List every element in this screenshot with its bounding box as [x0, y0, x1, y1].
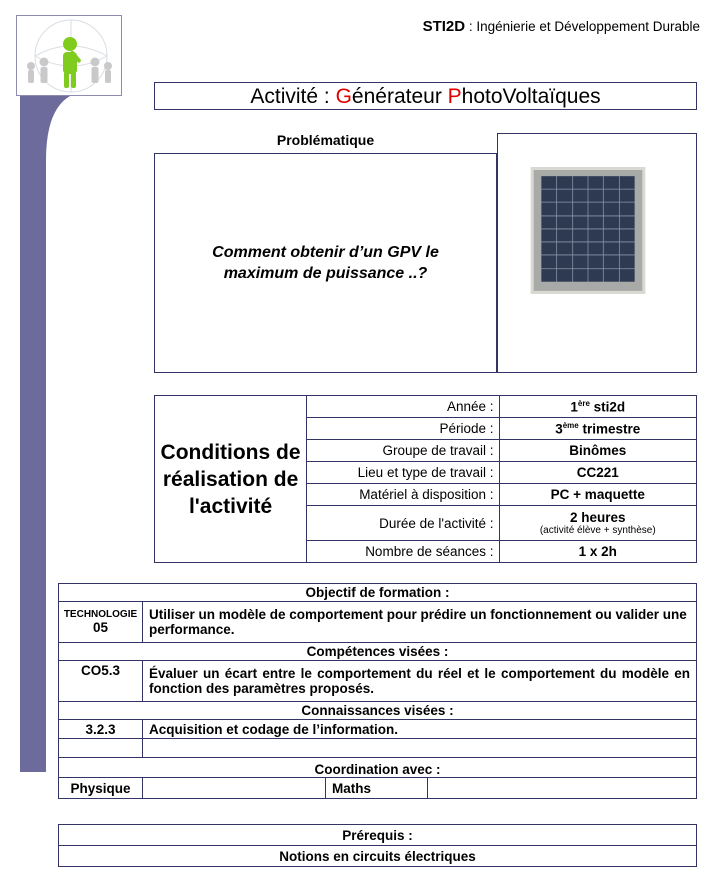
condition-label: Matériel à disposition :	[307, 484, 499, 506]
competences-heading: Compétences visées :	[59, 643, 697, 661]
table-row	[59, 778, 697, 799]
solar-panel-icon	[523, 167, 653, 297]
problematique-label: Problématique	[276, 132, 375, 148]
condition-label: Durée de l'activité :	[307, 506, 499, 541]
duration-value: 2 heures	[569, 510, 626, 525]
objectif-code-top: TECHNOLOGIE	[63, 609, 138, 620]
empty-cell	[143, 739, 697, 758]
title-word2: hotoVoltaïques	[461, 85, 601, 108]
table-row	[59, 720, 697, 739]
condition-label: Année :	[307, 396, 499, 418]
condition-value: CC221	[499, 462, 696, 484]
title-cap-p: P	[447, 85, 462, 108]
solar-panel-image	[497, 133, 697, 373]
condition-label: Groupe de travail :	[307, 440, 499, 462]
table-row	[59, 602, 697, 643]
prerequis-heading: Prérequis :	[59, 825, 697, 846]
coordination-maths: Maths	[326, 778, 428, 799]
coordination-physique: Physique	[59, 778, 143, 799]
title-word1: énérateur	[351, 85, 448, 108]
table-row	[59, 758, 697, 778]
prerequis-table	[58, 824, 697, 867]
connaissances-heading: Connaissances visées :	[59, 702, 697, 720]
condition-value: 1ère sti2d	[499, 396, 696, 418]
objectives-table	[58, 583, 697, 799]
empty-cell	[143, 778, 326, 799]
coordination-heading: Coordination avec :	[59, 758, 697, 778]
connaissances-text: Acquisition et codage de l’information.	[143, 720, 697, 739]
objectif-text: Utiliser un modèle de comportement pour prédire un fonctionnement ou valider une performance.	[143, 602, 697, 643]
duration-note: (activité élève + synthèse)	[539, 525, 656, 536]
header	[330, 18, 700, 35]
people-logo-icon	[17, 16, 121, 95]
condition-value	[499, 506, 696, 541]
table-row	[59, 702, 697, 720]
condition-label: Lieu et type de travail :	[307, 462, 499, 484]
table-row	[59, 846, 697, 867]
logo	[16, 15, 122, 96]
table-row	[59, 584, 697, 602]
table-row	[59, 739, 697, 758]
header-brand: STI2D	[422, 18, 466, 35]
conditions-heading: Conditions de réalisation de l'activité	[155, 396, 307, 563]
condition-label: Nombre de séances :	[307, 541, 499, 563]
title-prefix: Activité :	[250, 85, 336, 108]
problematique-box	[154, 153, 497, 373]
table-row	[59, 825, 697, 846]
condition-value: PC + maquette	[499, 484, 696, 506]
condition-value: 1 x 2h	[499, 541, 696, 563]
competences-code: CO5.3	[59, 661, 143, 702]
title-cap-g: G	[335, 85, 352, 108]
header-subtitle: : Ingénierie et Développement Durable	[465, 19, 700, 34]
table-row	[155, 396, 697, 418]
condition-value: 3ème trimestre	[499, 418, 696, 440]
condition-value: Binômes	[499, 440, 696, 462]
conditions-table	[154, 395, 697, 563]
empty-cell	[428, 778, 697, 799]
table-row	[59, 661, 697, 702]
objectif-code	[59, 602, 143, 643]
objectif-code-num: 05	[92, 620, 109, 635]
empty-cell	[59, 739, 143, 758]
objectif-heading: Objectif de formation :	[59, 584, 697, 602]
table-row	[59, 643, 697, 661]
condition-label: Période :	[307, 418, 499, 440]
competences-text: Évaluer un écart entre le comportement du réel et le comportement du modèle en fonction des paramètres proposés.	[143, 661, 697, 702]
problematique-question: Comment obtenir d’un GPV le maximum de puissance ..?	[212, 244, 439, 282]
connaissances-code: 3.2.3	[59, 720, 143, 739]
prerequis-text: Notions en circuits électriques	[59, 846, 697, 867]
activity-title	[154, 82, 697, 110]
